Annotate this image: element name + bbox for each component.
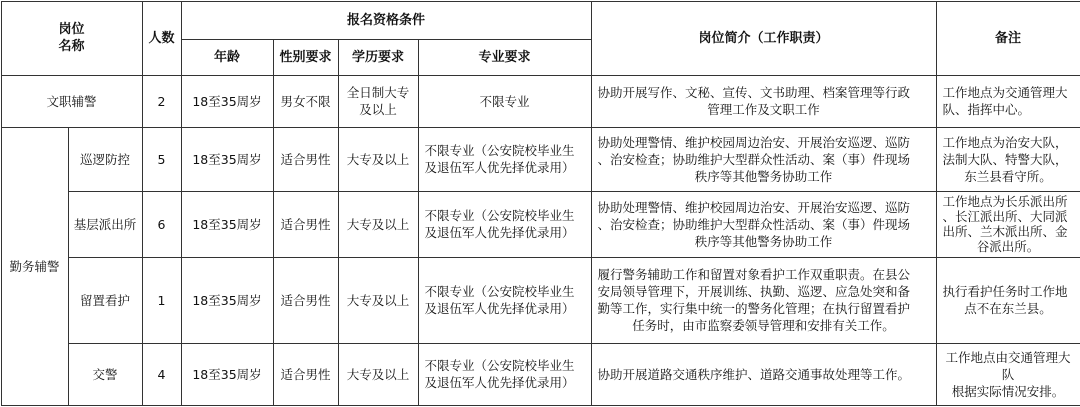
headcount: 5 — [142, 127, 181, 191]
gender-requirement: 适合男性 — [273, 343, 338, 405]
age-requirement: 18至35周岁 — [181, 75, 273, 127]
table-row — [1, 191, 1080, 257]
header-duties: 岗位简介（工作职责） — [591, 1, 936, 75]
age-requirement: 18至35周岁 — [181, 127, 273, 191]
header-gender: 性别要求 — [273, 39, 338, 75]
category-name: 勤务辅警 — [1, 127, 68, 405]
header-notes: 备注 — [936, 1, 1080, 75]
age-requirement: 18至35周岁 — [181, 343, 273, 405]
notes: 工作地点为长乐派出所 、长江派出所、大同派 出所、兰木派出所、金 谷派出所。 — [936, 191, 1080, 257]
education-requirement: 大专及以上 — [338, 191, 418, 257]
gender-requirement: 适合男性 — [273, 127, 338, 191]
headcount: 1 — [142, 257, 181, 343]
notes: 工作地点为治安大队， 法制大队、特警大队， 东兰县看守所。 — [936, 127, 1080, 191]
education-requirement: 全日制大专 及以上 — [338, 75, 418, 127]
table-row — [1, 343, 1080, 405]
education-requirement: 大专及以上 — [338, 127, 418, 191]
notes: 执行看护任务时工作地 点不在东兰县。 — [936, 257, 1080, 343]
gender-requirement: 适合男性 — [273, 257, 338, 343]
table-row — [1, 257, 1080, 343]
header-position: 岗位 名称 — [1, 1, 142, 75]
major-requirement: 不限专业 — [418, 75, 591, 127]
header-major: 专业要求 — [418, 39, 591, 75]
duties-description: 协助开展道路交通秩序维护、道路交通事故处理等工作。 — [591, 343, 936, 405]
duties-description: 协助处理警情、维护校园周边治安、开展治安巡逻、巡防 、治安检查；协助维护大型群众性活动、案（事）件现场 秩序等其他警务协助工作 — [591, 127, 936, 191]
education-requirement: 大专及以上 — [338, 257, 418, 343]
gender-requirement: 适合男性 — [273, 191, 338, 257]
headcount: 4 — [142, 343, 181, 405]
headcount: 2 — [142, 75, 181, 127]
table-row — [1, 127, 1080, 191]
headcount: 6 — [142, 191, 181, 257]
duties-description: 履行警务辅助工作和留置对象看护工作双重职责。在县公 安局领导管理下，开展训练、执勤、巡逻、应急处突和备 勤等工作，实行集中统一的警务化管理；在执行留置看护 任务时，由市监察委领导管理和安排有关工作。 — [591, 257, 936, 343]
education-requirement: 大专及以上 — [338, 343, 418, 405]
major-requirement: 不限专业（公安院校毕业生 及退伍军人优先择优录用） — [418, 257, 591, 343]
notes: 工作地点由交通管理大 队 根据实际情况安排。 — [936, 343, 1080, 405]
major-requirement: 不限专业（公安院校毕业生 及退伍军人优先择优录用） — [418, 127, 591, 191]
age-requirement: 18至35周岁 — [181, 257, 273, 343]
header-row-1 — [1, 1, 1080, 39]
header-qualifications: 报名资格条件 — [181, 1, 591, 39]
gender-requirement: 男女不限 — [273, 75, 338, 127]
post-name: 留置看护 — [68, 257, 142, 343]
recruitment-table — [1, 1, 1080, 406]
age-requirement: 18至35周岁 — [181, 191, 273, 257]
post-name: 交警 — [68, 343, 142, 405]
duties-description: 协助开展写作、文秘、宣传、文书助理、档案管理等行政 管理工作及文职工作 — [591, 75, 936, 127]
post-name: 基层派出所 — [68, 191, 142, 257]
duties-description: 协助处理警情、维护校园周边治安、开展治安巡逻、巡防 、治安检查；协助维护大型群众性活动、案（事）件现场 秩序等其他警务协助工作 — [591, 191, 936, 257]
header-age: 年龄 — [181, 39, 273, 75]
header-education: 学历要求 — [338, 39, 418, 75]
table-row — [1, 75, 1080, 127]
major-requirement: 不限专业（公安院校毕业生 及退伍军人优先择优录用） — [418, 343, 591, 405]
major-requirement: 不限专业（公安院校毕业生 及退伍军人优先择优录用） — [418, 191, 591, 257]
header-count: 人数 — [142, 1, 181, 75]
position-name: 文职辅警 — [1, 75, 142, 127]
notes: 工作地点为交通管理大 队、指挥中心。 — [936, 75, 1080, 127]
post-name: 巡逻防控 — [68, 127, 142, 191]
